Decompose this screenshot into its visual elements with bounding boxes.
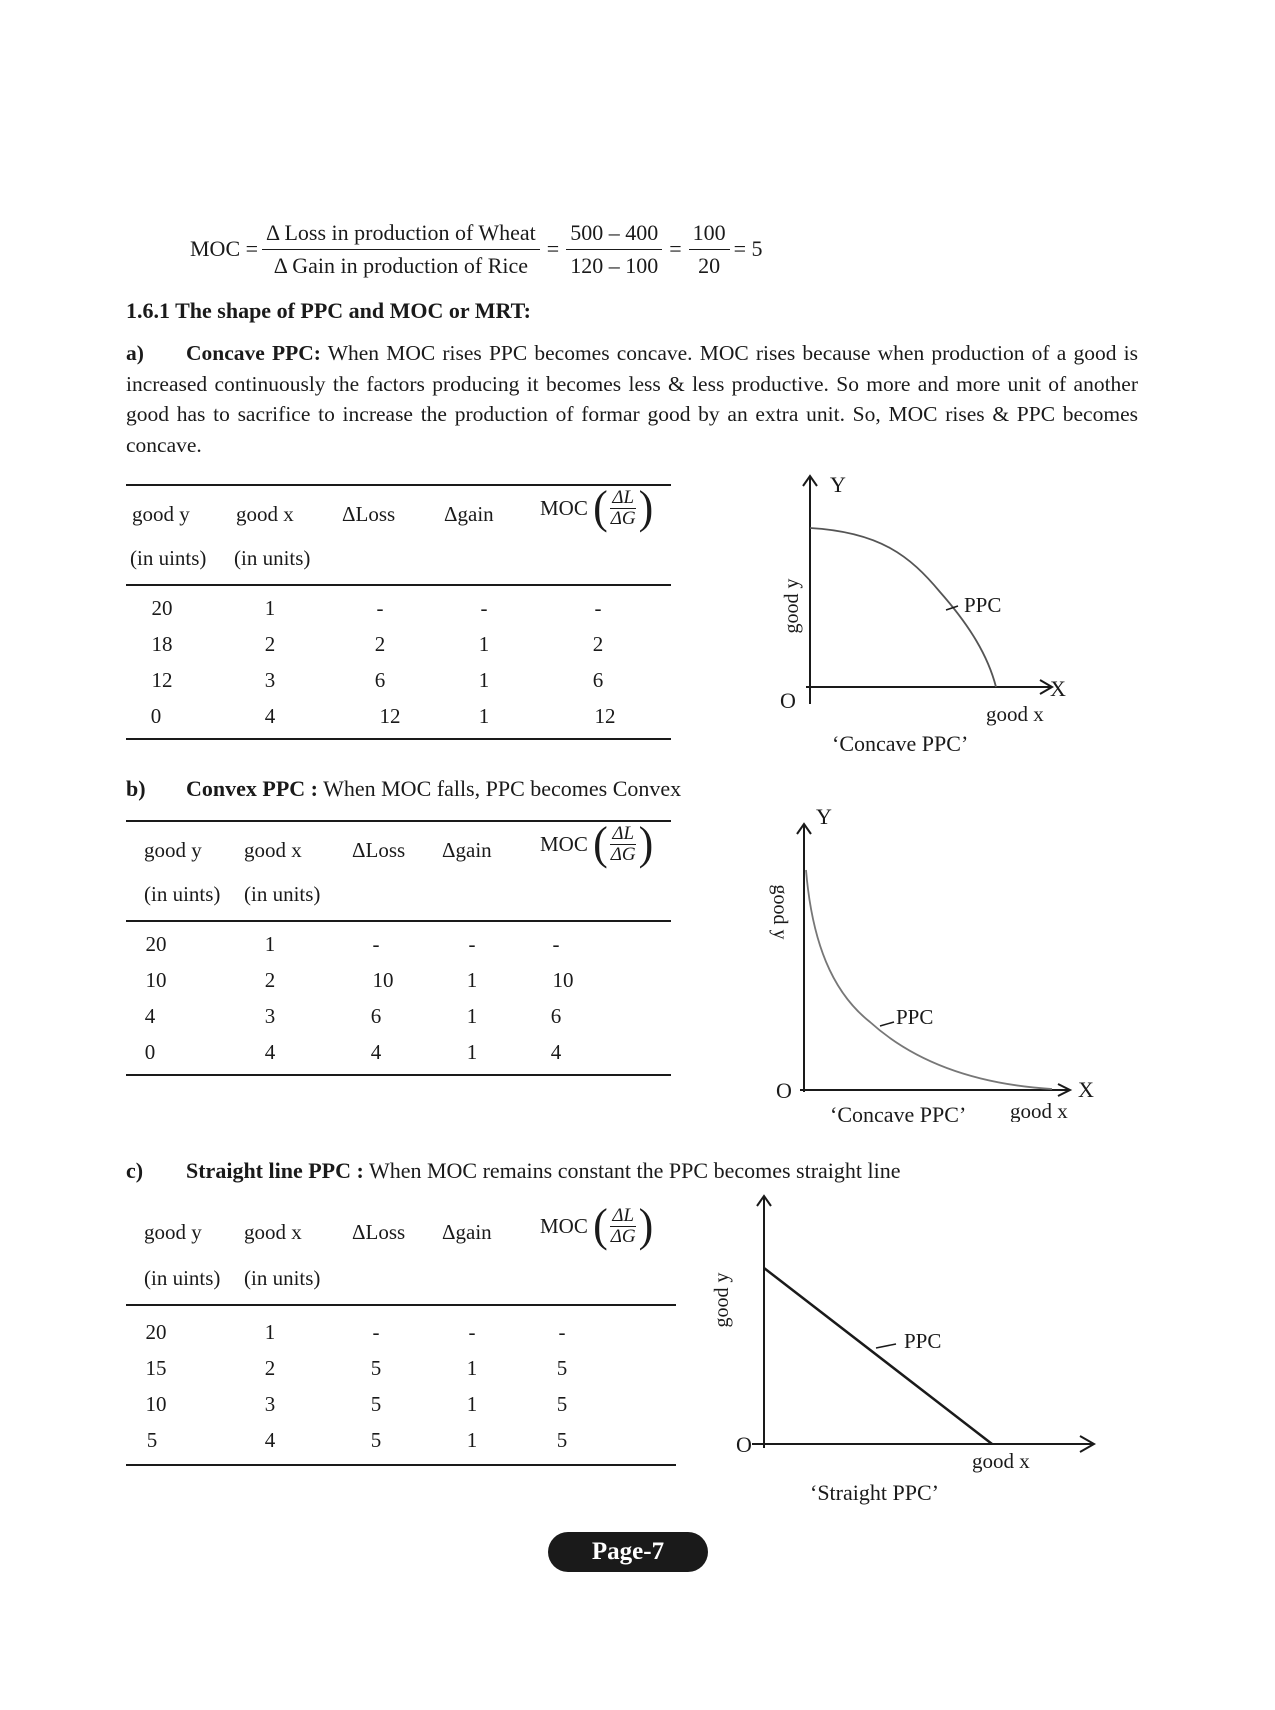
header-delta-gain: Δgain bbox=[442, 838, 492, 862]
graph-caption: ‘Straight PPC’ bbox=[810, 1480, 939, 1505]
cell: 2 bbox=[374, 632, 386, 656]
origin-label: O bbox=[780, 688, 796, 713]
cell: 5 bbox=[370, 1356, 382, 1380]
header-good-x: good x bbox=[244, 1220, 302, 1244]
cell: - bbox=[376, 596, 384, 620]
cell: 5 bbox=[556, 1356, 568, 1380]
good-y-label: good y bbox=[711, 1272, 733, 1328]
moc-frac-num: ΔL bbox=[612, 486, 635, 508]
cell: 0 bbox=[144, 1040, 156, 1064]
header-delta-loss: ΔLoss bbox=[352, 838, 406, 862]
cell: 20 bbox=[145, 932, 167, 956]
cell: 4 bbox=[264, 1040, 276, 1064]
cell: 10 bbox=[145, 1392, 167, 1416]
cell: 18 bbox=[151, 632, 173, 656]
section-c-text: When MOC remains constant the PPC becomes straight line bbox=[368, 1158, 901, 1183]
cell: 6 bbox=[550, 1004, 562, 1028]
cell: 0 bbox=[150, 704, 162, 728]
moc-close-paren: ) bbox=[638, 481, 654, 534]
subheader-good-x: (in units) bbox=[244, 882, 321, 906]
header-moc-label: MOC bbox=[540, 495, 588, 520]
section-a-label: a) bbox=[126, 341, 144, 365]
formula-lhs: MOC = bbox=[190, 236, 259, 261]
moc-fraction bbox=[609, 824, 638, 865]
cell: 5 bbox=[370, 1428, 382, 1452]
section-b-text: When MOC falls, PPC becomes Convex bbox=[323, 776, 682, 801]
moc-close-paren: ) bbox=[638, 1199, 654, 1252]
formula-fraction-diff bbox=[689, 220, 730, 278]
moc-fraction bbox=[609, 488, 638, 529]
cell: 5 bbox=[556, 1428, 568, 1452]
cell: - bbox=[468, 1320, 476, 1344]
header-delta-loss: ΔLoss bbox=[352, 1220, 406, 1244]
cell: 6 bbox=[592, 668, 604, 692]
cell: 4 bbox=[264, 704, 276, 728]
moc-close-paren: ) bbox=[638, 817, 654, 870]
ppc-label: PPC bbox=[904, 1329, 942, 1353]
moc-frac-num: ΔL bbox=[612, 822, 635, 844]
good-x-label: good x bbox=[1010, 1099, 1068, 1122]
section-c-title: Straight line PPC : bbox=[186, 1158, 364, 1183]
good-y-label: good y bbox=[781, 578, 803, 634]
section-b-label: b) bbox=[126, 776, 146, 801]
cell: 6 bbox=[370, 1004, 382, 1028]
subheader-good-x: (in units) bbox=[234, 546, 311, 570]
ppc-label: PPC bbox=[896, 1005, 934, 1029]
moc-frac-den: ΔG bbox=[610, 507, 636, 529]
cell: - bbox=[552, 932, 560, 956]
moc-frac-num: ΔL bbox=[612, 1204, 635, 1226]
cell: - bbox=[468, 932, 476, 956]
cell: 4 bbox=[370, 1040, 382, 1064]
cell: 4 bbox=[550, 1040, 562, 1064]
section-c-label: c) bbox=[126, 1158, 144, 1183]
graph-caption: ‘Concave PPC’ bbox=[832, 731, 969, 756]
origin-label: O bbox=[736, 1432, 752, 1457]
cell: 1 bbox=[466, 1428, 478, 1452]
cell: 3 bbox=[264, 1004, 276, 1028]
cell: - bbox=[594, 596, 602, 620]
cell: 1 bbox=[264, 932, 276, 956]
cell: 2 bbox=[264, 632, 276, 656]
formula-equals-2: = bbox=[669, 236, 682, 261]
moc-fraction bbox=[609, 1206, 638, 1247]
header-moc bbox=[540, 1199, 654, 1252]
cell: 4 bbox=[264, 1428, 276, 1452]
cell: 12 bbox=[151, 668, 173, 692]
section-b-line bbox=[126, 776, 681, 802]
subheader-good-y: (in uints) bbox=[130, 546, 207, 570]
axis-y-label: Y bbox=[830, 472, 846, 497]
moc-open-paren: ( bbox=[593, 817, 608, 870]
section-heading: 1.6.1 The shape of PPC and MOC or MRT: bbox=[126, 298, 532, 323]
cell: - bbox=[480, 596, 488, 620]
cell: 1 bbox=[466, 1040, 478, 1064]
cell: - bbox=[372, 932, 380, 956]
page-number-badge: Page-7 bbox=[548, 1532, 708, 1572]
origin-label: O bbox=[776, 1078, 792, 1103]
graph-convex-ppc bbox=[752, 802, 1132, 1122]
cell: - bbox=[558, 1320, 566, 1344]
table-concave bbox=[126, 481, 671, 744]
axis-y-label: Y bbox=[816, 804, 832, 829]
header-moc-label: MOC bbox=[540, 831, 588, 856]
cell: 1 bbox=[264, 1320, 276, 1344]
good-y-label: good y bbox=[769, 884, 791, 940]
header-good-x: good x bbox=[244, 838, 302, 862]
cell: 1 bbox=[478, 704, 490, 728]
moc-open-paren: ( bbox=[593, 1199, 608, 1252]
cell: 1 bbox=[478, 668, 490, 692]
subheader-good-y: (in uints) bbox=[144, 882, 221, 906]
formula-frac2-num: 500 – 400 bbox=[566, 220, 662, 249]
graph-concave-ppc bbox=[760, 466, 1120, 766]
cell: 5 bbox=[556, 1392, 568, 1416]
moc-formula bbox=[190, 214, 763, 284]
cell: 20 bbox=[145, 1320, 167, 1344]
axis-x-label: X bbox=[1078, 1077, 1094, 1102]
cell: 15 bbox=[145, 1356, 167, 1380]
cell: 1 bbox=[466, 1004, 478, 1028]
cell: 12 bbox=[379, 704, 401, 728]
cell: 2 bbox=[264, 968, 276, 992]
header-delta-gain: Δgain bbox=[444, 502, 494, 526]
section-a-text: When MOC rises PPC becomes concave. MOC rises because when production of a good is increased continuously the factors producing it becomes less & less productive. So more and more unit of another good has to sacrifice to increase the production of formar good by an extra unit. So, MOC rises & PPC becomes concave. bbox=[126, 341, 1138, 457]
good-x-label: good x bbox=[972, 1449, 1030, 1473]
cell: 10 bbox=[372, 968, 394, 992]
cell: 1 bbox=[466, 1356, 478, 1380]
moc-frac-den: ΔG bbox=[610, 843, 636, 865]
subheader-good-x: (in units) bbox=[244, 1266, 321, 1290]
cell: 1 bbox=[466, 1392, 478, 1416]
cell: 2 bbox=[592, 632, 604, 656]
cell: 1 bbox=[478, 632, 490, 656]
formula-frac3-den: 20 bbox=[698, 252, 721, 278]
cell: 10 bbox=[552, 968, 574, 992]
header-delta-loss: ΔLoss bbox=[342, 502, 396, 526]
formula-equals-1: = bbox=[546, 236, 560, 261]
formula-frac3-num: 100 bbox=[689, 220, 730, 249]
cell: 4 bbox=[144, 1004, 156, 1028]
cell: 10 bbox=[145, 968, 167, 992]
formula-fraction-values bbox=[566, 220, 662, 278]
cell: 5 bbox=[370, 1392, 382, 1416]
header-good-y: good y bbox=[144, 838, 202, 862]
cell: 5 bbox=[146, 1428, 158, 1452]
section-a-paragraph bbox=[126, 338, 1138, 460]
section-c-line bbox=[126, 1158, 901, 1184]
header-good-x: good x bbox=[236, 502, 294, 526]
cell: 20 bbox=[151, 596, 173, 620]
cell: 3 bbox=[264, 1392, 276, 1416]
cell: - bbox=[372, 1320, 380, 1344]
formula-frac1-num: Δ Loss in production of Wheat bbox=[262, 220, 540, 249]
formula-result: = 5 bbox=[733, 236, 763, 261]
cell: 3 bbox=[264, 668, 276, 692]
header-moc-label: MOC bbox=[540, 1213, 588, 1238]
cell: 2 bbox=[264, 1356, 276, 1380]
section-b-title: Convex PPC : bbox=[186, 776, 318, 801]
graph-caption: ‘Concave PPC’ bbox=[830, 1102, 967, 1122]
moc-frac-den: ΔG bbox=[610, 1225, 636, 1247]
axis-x-label: X bbox=[1050, 676, 1066, 701]
header-good-y: good y bbox=[144, 1220, 202, 1244]
formula-fraction-words bbox=[262, 220, 540, 278]
header-delta-gain: Δgain bbox=[442, 1220, 492, 1244]
cell: 1 bbox=[264, 596, 276, 620]
header-moc bbox=[540, 481, 654, 534]
formula-frac1-den: Δ Gain in production of Rice bbox=[273, 252, 529, 278]
cell: 12 bbox=[594, 704, 616, 728]
graph-straight-ppc bbox=[710, 1188, 1110, 1508]
table-straight-line bbox=[126, 1199, 676, 1474]
subheader-good-y: (in uints) bbox=[144, 1266, 221, 1290]
cell: 6 bbox=[374, 668, 386, 692]
cell: 1 bbox=[466, 968, 478, 992]
ppc-label: PPC bbox=[964, 593, 1002, 617]
moc-open-paren: ( bbox=[593, 481, 608, 534]
good-x-label: good x bbox=[986, 702, 1044, 726]
table-convex bbox=[126, 817, 671, 1080]
section-a-title: Concave PPC: bbox=[186, 341, 321, 365]
header-moc bbox=[540, 817, 654, 870]
header-good-y: good y bbox=[132, 502, 190, 526]
formula-frac2-den: 120 – 100 bbox=[570, 252, 659, 278]
